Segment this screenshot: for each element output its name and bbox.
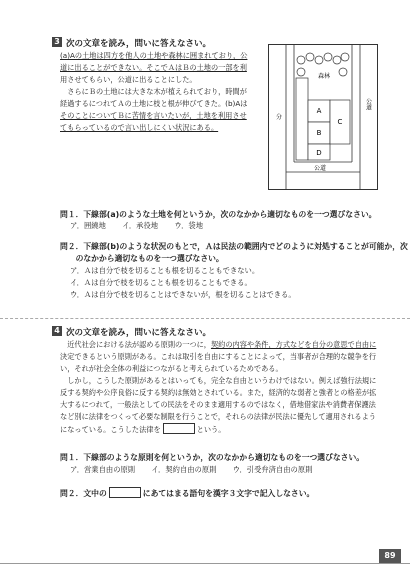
paragraph-line: そのことについてＢに苦情を言いたいが，土地を利用させ: [60, 111, 247, 120]
section-3-question-2: 問２．下線部(b)のような状況のもとで，Ａは民法の範囲内でどのように対処することが可能か，次: [60, 242, 408, 251]
paragraph-line: (a)Aの土地は四方を他人の土地や森林に囲まれており，公: [60, 51, 248, 60]
side-label: 分: [275, 114, 283, 121]
option: ウ．引受弁済自由の原則: [232, 465, 313, 474]
section-4-question-1: 問１．下線部のような原則を何というか，次のなかから適切なものを一つ選びなさい。: [60, 453, 365, 462]
paragraph-line: 近代社会における法が認める原則の一つに，契約の内容や条件，方式などを自分の意思で自由に: [60, 340, 377, 349]
page-footer-line: [0, 563, 410, 564]
paragraph-line: になっている。こうした法律を という。: [60, 425, 226, 434]
section-4-q1-options: [70, 465, 326, 475]
land-diagram: [268, 44, 378, 190]
parcel-c-label: C: [337, 118, 343, 126]
section-3-question-2-cont: のなかから適切なものを一つ選びなさい。: [60, 254, 224, 263]
land-diagram-svg: [268, 44, 378, 190]
parcel-strip: [296, 78, 308, 160]
underlined-phrase: 契約の内容や条件，方式などを自分の意思で自由に: [210, 340, 377, 349]
option: イ．承役地: [122, 221, 159, 230]
option: ウ．袋地: [174, 221, 203, 230]
paragraph-line: 大するにつれて，一般法としての民法をそのまま適用するのではなく，借地借家法や消費者保護法: [60, 400, 376, 409]
parcel-a-label: A: [316, 107, 322, 115]
paragraph-line: てもらっているので言い出しにくい状況にある。: [60, 123, 219, 132]
section-3-question-1: 問１．下線部(a)のような土地を何というか，次のなかから適切なものを一つ選びなさい。: [60, 210, 377, 219]
section-3-number: 3: [52, 37, 62, 47]
parcel-d-label: D: [316, 149, 322, 157]
section-4-paragraph: [60, 339, 377, 436]
section-3-heading: 次の文章を読み，問いに答えなさい。: [66, 39, 212, 49]
road-vertical-label: 公道: [364, 98, 372, 110]
parcel-b-label: B: [316, 129, 322, 137]
section-3-paragraph: [60, 50, 260, 134]
section-4-question-2: 問２．文中の にあてはまる語句を漢字３文字で記入しなさい。: [60, 489, 315, 498]
paragraph-line: 道に出ることができない。そこでＡはＢの土地の一部を利: [60, 63, 247, 72]
option: ア．囲繞地: [70, 221, 106, 230]
road-horizontal-label: 公道: [313, 165, 327, 172]
paragraph-line: さらにＢの土地には大きな木が植えられており，時間が: [60, 87, 247, 96]
section-divider: [0, 318, 410, 319]
paragraph-line: 用させてもらい，公道に出ることにした。: [60, 75, 197, 84]
section-3-q1-options: [70, 221, 217, 231]
forest-label: 森林: [318, 73, 331, 80]
section-4-heading: 次の文章を読み，問いに答えなさい。: [66, 328, 212, 338]
answer-blank: [109, 487, 141, 498]
paragraph-line: 反する契約や公序良俗に反する契約は無効とされている。また，経済的な弱者と強者との格差が拡: [60, 388, 377, 397]
option: イ．契約自由の原則: [151, 465, 217, 474]
paragraph-line: しかし，こうした原則があるとはいっても，完全な自由というわけではない。例えば強行法規に: [60, 376, 377, 385]
paragraph-line: 決定できるという原則がある。これは取引を自由にすることによって，当事者が合理的な競争を行: [60, 352, 377, 361]
paragraph-line: い，それが社会全体の利益につながると考えられているためである。: [60, 364, 283, 373]
page-number: 89: [379, 549, 401, 563]
paragraph-line: など別に法律をつくって必要な制限を行うことで，それらの法律が民法に優先して適用されるよう: [60, 412, 376, 421]
option: イ．Ａは自分で枝を切ることも根を切ることもできる。: [70, 278, 252, 287]
section-4-number: 4: [52, 326, 62, 336]
answer-blank: [163, 423, 195, 434]
option: ア．Ａは自分で枝を切ることも根を切ることもできない。: [70, 266, 260, 275]
option: ウ．Ａは自分で枝を切ることはできないが，根を切ることはできる。: [70, 290, 296, 299]
option: ア．営業自由の原則: [70, 465, 136, 474]
paragraph-line: 経過するにつれてＡの土地に枝と根が伸びてきた。(b)Aは: [60, 99, 248, 108]
